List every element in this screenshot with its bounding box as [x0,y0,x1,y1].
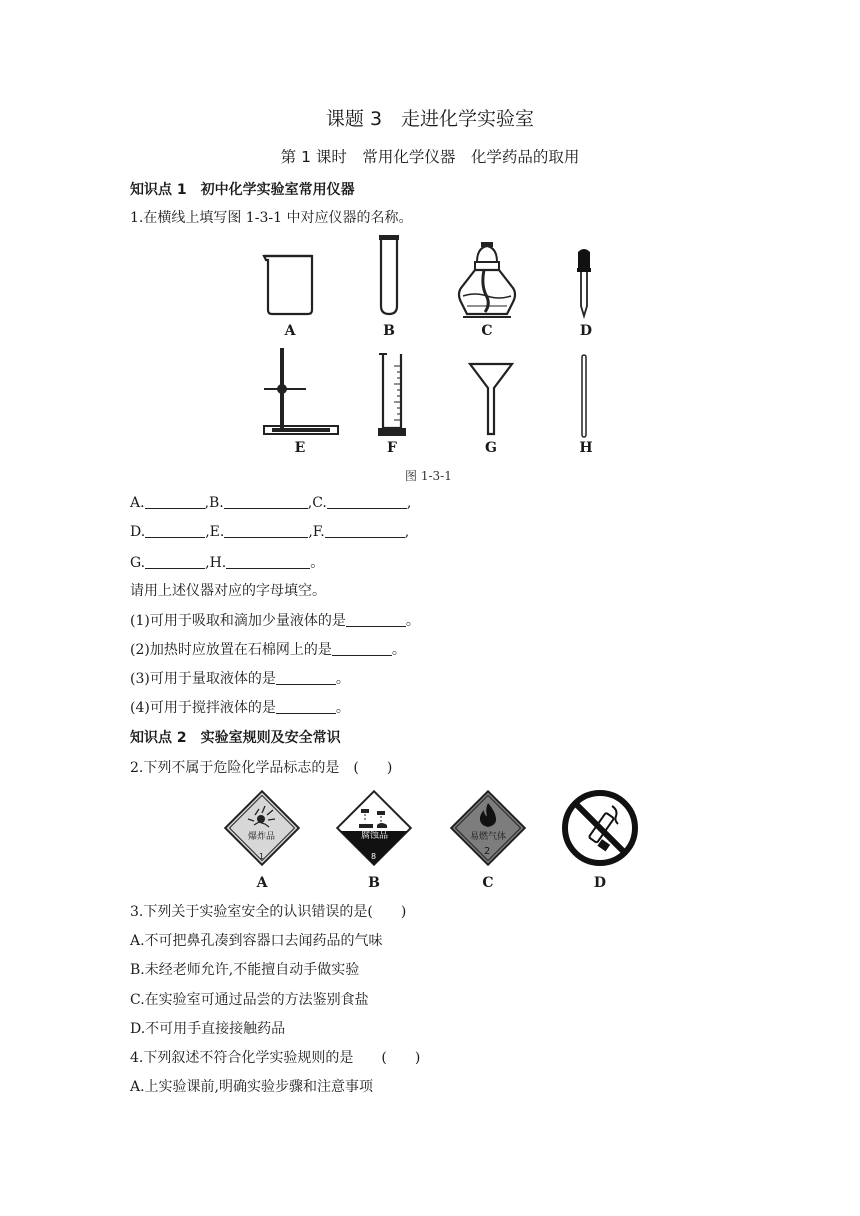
q3-option-c: C.在实验室可通过品尝的方法鉴别食盐 [130,992,369,1008]
figure-label-f: F [387,440,397,456]
fill-label-c: ,C. [307,495,327,511]
q1-sub-4-end: 。 [335,700,350,716]
q1-sub-1-text: (1)可用于吸取和滴加少量液体的是 [130,613,346,629]
q1-sub-1-end: 。 [405,613,420,629]
blank-c[interactable] [327,494,407,509]
question-1-stem: 1.在横线上填写图 1-3-1 中对应仪器的名称。 [130,210,413,226]
figure-label-d: D [579,323,593,339]
blank-d[interactable] [145,523,205,538]
alcohol-lamp-icon [455,240,519,320]
test-tube-icon [376,234,402,318]
page-subtitle: 第 1 课时 常用化学仪器 化学药品的取用 [280,148,580,166]
fill-sep-1: , [406,495,412,511]
blank-a[interactable] [145,494,205,509]
figure-label-b: B [383,323,395,339]
blank-h[interactable] [226,554,310,569]
fill-sep-2: , [404,524,410,540]
q1-sub-2-blank[interactable] [332,641,392,656]
blank-f[interactable] [325,523,405,538]
blank-g[interactable] [145,554,205,569]
explosive-sign-text: 爆炸品 [248,832,276,842]
sign-label-b: B [368,875,380,891]
figure-label-a: A [284,323,296,339]
q3-option-a: A.不可把鼻孔凑到容器口去闻药品的气味 [130,933,383,949]
figure-label-c: C [481,323,493,339]
no-smoking-sign-icon [560,788,640,868]
q1-sub-4-text: (4)可用于搅拌液体的是 [130,700,276,716]
fill-row-2 [130,523,409,540]
figure-label-h: H [579,440,593,456]
beaker-icon [260,252,320,318]
sign-label-a: A [256,875,268,891]
fill-label-d: D. [130,524,146,540]
q1-sub-4-blank[interactable] [276,699,336,714]
fill-label-g: G. [130,555,146,571]
dropper-icon [572,248,596,320]
q1-sub-1-blank[interactable] [346,612,406,627]
figure-label-g: G [485,440,497,456]
fill-end: 。 [310,555,325,571]
q1-sub-2-text: (2)加热时应放置在石棉网上的是 [130,642,332,658]
figure-label-e: E [294,440,306,456]
knowledge-point-2-heading: 知识点 2 实验室规则及安全常识 [130,730,341,746]
fill-label-f: ,F. [308,524,325,540]
sign-label-d: D [593,875,607,891]
q1-sub-2 [130,639,406,659]
graduated-cylinder-icon [378,352,406,438]
flammable-sign-number: 2 [484,846,491,857]
question-4-stem: 4.下列叙述不符合化学实验规则的是 ( ) [130,1050,421,1066]
q1-sub-2-end: 。 [391,642,406,658]
q1-sub-3-blank[interactable] [276,670,336,685]
q1-sub-1 [130,610,420,630]
blank-b[interactable] [224,494,308,509]
fill-label-e: ,E. [205,524,225,540]
iron-stand-icon [260,346,340,438]
q3-option-d: D.不可用手直接接触药品 [130,1021,286,1037]
question-2-stem: 2.下列不属于危险化学品标志的是 ( ) [130,760,393,776]
knowledge-point-1-heading: 知识点 1 初中化学实验室常用仪器 [130,182,355,198]
question-3-stem: 3.下列关于实验室安全的认识错误的是( ) [130,904,407,920]
figure-caption: 图 1-3-1 [405,469,452,483]
fill-row-3 [130,552,324,572]
fill-label-a: A. [130,495,145,511]
fill-label-b: ,B. [204,495,224,511]
q1-sub-3-end: 。 [335,671,350,687]
sign-label-c: C [482,875,494,891]
q1-instruction: 请用上述仪器对应的字母填空。 [130,583,326,599]
q4-option-a: A.上实验课前,明确实验步骤和注意事项 [130,1079,374,1095]
corrosive-sign-text: 腐蚀品 [361,831,389,841]
q1-sub-3 [130,668,350,688]
fill-row-1 [130,494,411,511]
glass-rod-icon [578,354,590,438]
funnel-icon [468,362,514,438]
blank-e[interactable] [224,523,308,538]
page-title: 课题 3 走进化学实验室 [325,108,535,130]
fill-label-h: ,H. [205,555,227,571]
explosive-sign-number: 1 [259,852,265,861]
q3-option-b: B.未经老师允许,不能擅自动手做实验 [130,962,360,978]
corrosive-sign-number: 8 [371,852,377,861]
q1-sub-3-text: (3)可用于量取液体的是 [130,671,276,687]
flammable-sign-text: 易燃气体 [470,832,507,842]
q1-sub-4 [130,697,350,717]
